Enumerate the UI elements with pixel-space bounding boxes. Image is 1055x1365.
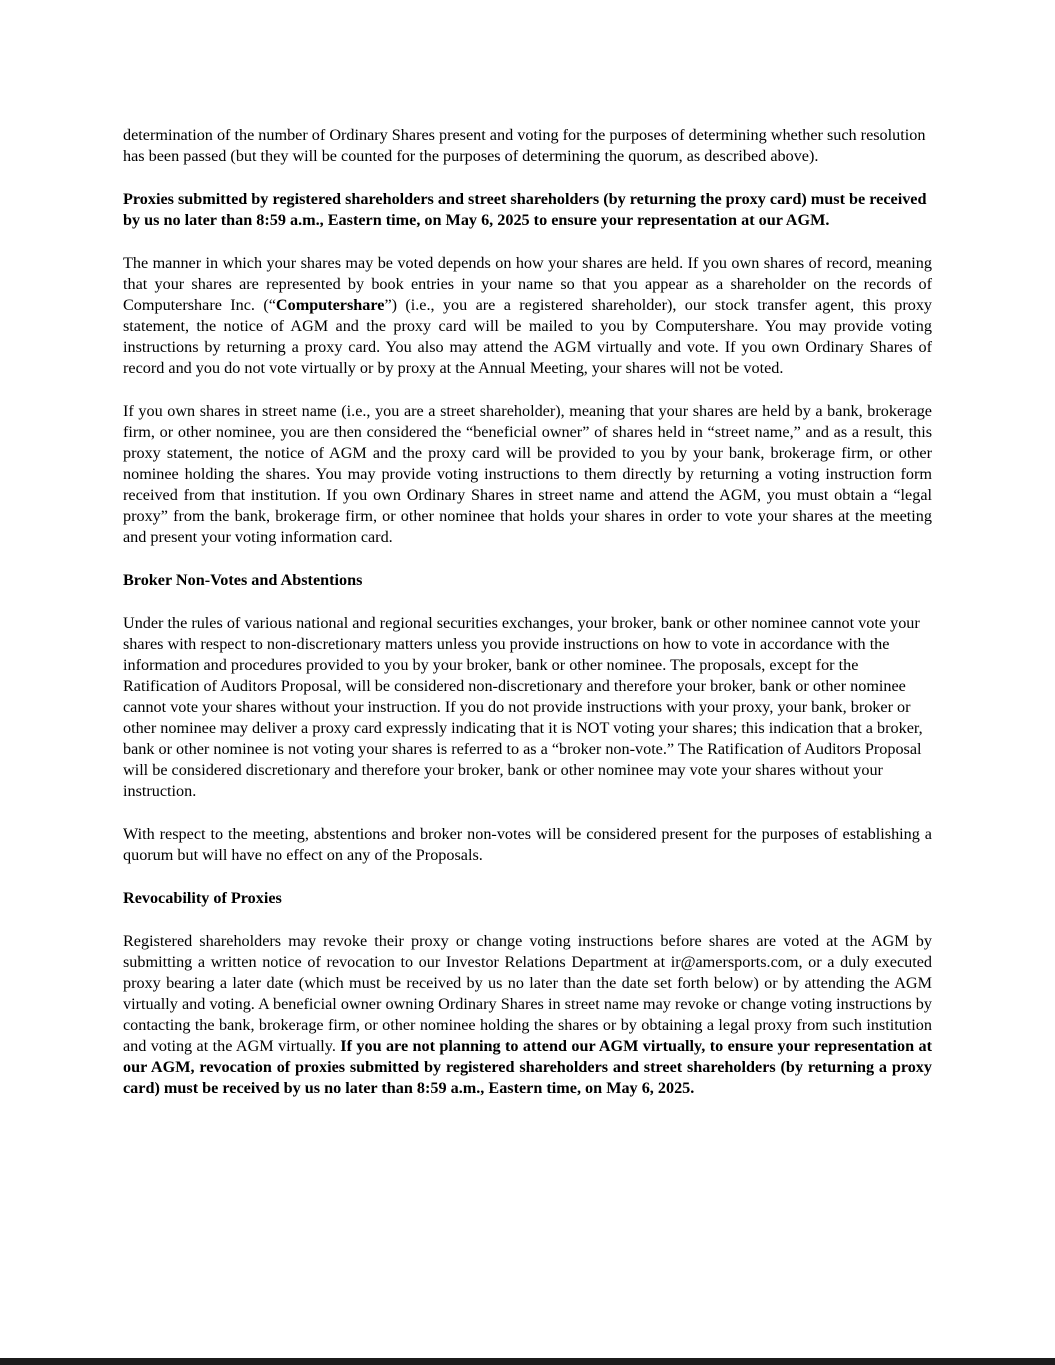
paragraph-quorum-effect: With respect to the meeting, abstentions and broker non-votes will be considered present for the purposes of establishing a quorum but will have no effect on any of the Proposals. — [123, 825, 932, 864]
computershare-defined-term: Computershare — [275, 296, 385, 314]
text-segment: Registered shareholders may revoke their proxy or change voting instructions before shares are voted at the AGM by submitting a written notice of revocation to our Investor Relations Department at — [123, 932, 932, 971]
text-segment: The manner in which your shares may be voted depends on how your shares are held. If you own shares of record, meaning that your shares are represented by book entries in your name so that you appear as a shareholder on the records of Computershare Inc. (“ — [123, 254, 932, 314]
paragraph-registered-shareholders — [123, 253, 932, 379]
text-segment: ”) (i.e., you are a registered shareholder), our stock transfer agent, this proxy statement, the notice of AGM and the proxy card will be mailed to you by Computershare. You may provide voting instructions by returning a proxy card. You also may attend the AGM virtually and vote. If you own Ordinary Shares of record and you do not vote virtually or by proxy at the Annual Meeting, your shares will not be voted. — [123, 296, 933, 377]
paragraph-revocability — [123, 931, 932, 1099]
paragraph-quorum-continuation: determination of the number of Ordinary Shares present and voting for the purposes of determining whether such resolution has been passed (but they will be counted for the purposes of determining the quorum, as described above). — [123, 126, 926, 165]
paragraph-broker-non-votes: Under the rules of various national and regional securities exchanges, your broker, bank or other nominee cannot vote your shares with respect to non-discretionary matters unless you provide instructions on how to vote in accordance with the information and procedures provided to you by your broker, bank or other nominee. The proposals, except for the Ratification of Auditors Proposal, will be considered non-discretionary and therefore your broker, bank or other nominee cannot vote your shares without your instruction. If you do not provide instructions with your proxy, your bank, broker or other nominee may deliver a proxy card expressly indicating that it is NOT voting your shares; this indication that a broker, bank or other nominee is not voting your shares is referred to as a “broker non-vote.” The Ratification of Auditors Proposal will be considered discretionary and therefore your broker, bank or other nominee may vote your shares without your instruction. — [123, 614, 923, 800]
text-segment: , or a duly executed proxy bearing a later date (which must be received by us no later than the date set forth below) or by attending the AGM virtually and voting. A beneficial owner owning Ordinary Shares in street name may revoke or change voting instructions by contacting the bank, brokerage firm, or other nominee holding the shares or by obtaining a legal proxy from such institution and voting at the AGM virtually. — [123, 953, 933, 1055]
page-bottom-bar — [0, 1358, 1055, 1365]
heading-broker-non-votes: Broker Non-Votes and Abstentions — [123, 571, 363, 589]
heading-revocability: Revocability of Proxies — [123, 889, 282, 907]
email-text: ir@amersports.com — [670, 953, 799, 971]
revocation-deadline-notice: If you are not planning to attend our AGM virtually, to ensure your representation at our AGM, revocation of proxies submitted by registered shareholders and street shareholders (by returning a proxy card) must be received by us no later than 8:59 a.m., Eastern time, on May 6, 2025. — [123, 1037, 933, 1097]
paragraph-street-name-shares: If you own shares in street name (i.e., you are a street shareholder), meaning that your shares are held by a bank, brokerage firm, or other nominee, you are then considered the “beneficial owner” of shares held in “street name,” and as a result, this proxy statement, the notice of AGM and the proxy card will be provided to you by your bank, brokerage firm, or other nominee holding the shares. You may provide voting instructions to them directly by returning a voting instruction form received from that institution. If you own Ordinary Shares in street name and attend the AGM, you must obtain a “legal proxy” from the bank, brokerage firm, or other nominee that holds your shares in order to vote your shares at the meeting and present your voting information card. — [123, 402, 932, 546]
proxy-deadline-notice: Proxies submitted by registered shareholders and street shareholders (by returning the proxy card) must be received by us no later than 8:59 a.m., Eastern time, on May 6, 2025 to ensure your representation at our AGM. — [123, 190, 927, 229]
